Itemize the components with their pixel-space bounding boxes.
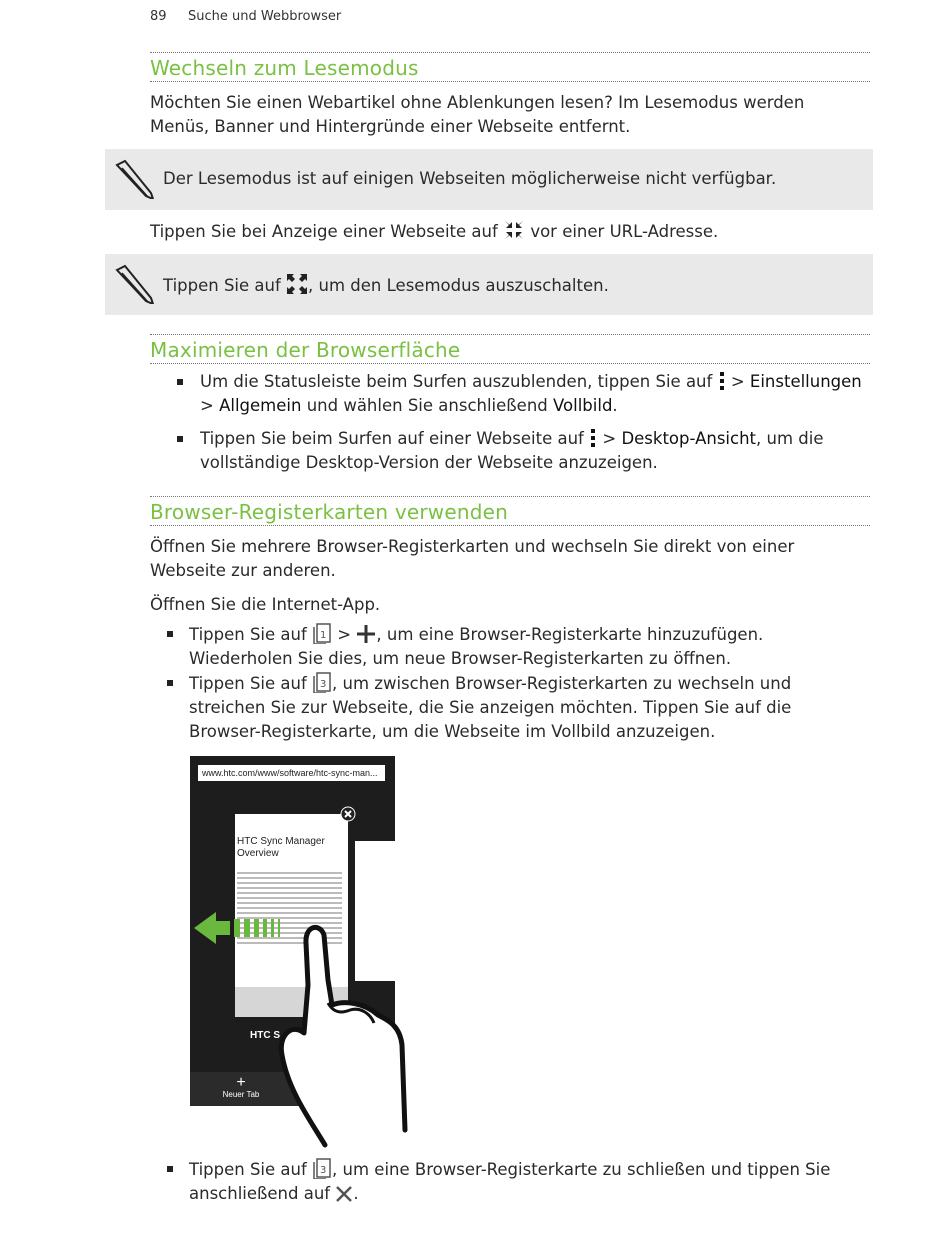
note-text-part: Tippen Sie auf	[163, 276, 281, 295]
note-box	[105, 254, 873, 315]
item-text: streichen Sie zur Webseite, die Sie anzeigen möchten. Tippen Sie auf die	[189, 698, 792, 717]
divider	[150, 81, 870, 82]
svg-text:3: 3	[320, 1165, 327, 1176]
item-text: vollständige Desktop-Version der Webseite anzuzeigen.	[200, 453, 658, 472]
section-title-register: Browser-Registerkarten verwenden	[150, 500, 508, 524]
reader-mode-icon	[503, 219, 525, 241]
chapter-title: Suche und Webbrowser	[188, 9, 342, 24]
item-text: >	[200, 396, 214, 415]
divider	[150, 334, 870, 335]
section-title-lesemodus: Wechseln zum Lesemodus	[150, 56, 419, 80]
item-text: , um eine Browser-Registerkarte zu schließen und tippen Sie	[332, 1160, 831, 1179]
note-text: Der Lesemodus ist auf einigen Webseiten möglicherweise nicht verfügbar.	[163, 169, 777, 188]
svg-text:3: 3	[320, 679, 327, 690]
open-app-step: Öffnen Sie die Internet-App.	[150, 595, 381, 614]
list-item	[200, 427, 870, 475]
pencil-icon	[113, 159, 155, 199]
item-text: Tippen Sie auf	[189, 1160, 307, 1179]
item-text: Um die Statusleiste beim Surfen auszublenden, tippen Sie auf	[200, 372, 713, 391]
item-text: .	[612, 396, 618, 415]
note-text	[163, 273, 609, 295]
divider	[150, 496, 870, 497]
hand-gesture-icon	[270, 915, 420, 1155]
bullet	[177, 379, 183, 385]
divider	[150, 525, 870, 526]
item-text: Tippen Sie auf	[189, 625, 307, 644]
list-item	[189, 622, 869, 671]
tabs-count-icon	[312, 1157, 332, 1179]
item-text: anschließend auf	[189, 1184, 331, 1203]
new-tab-label: Neuer Tab	[222, 1090, 260, 1099]
reader-mode-exit-icon	[286, 273, 308, 295]
list-item	[189, 671, 869, 744]
item-text: Tippen Sie beim Surfen auf einer Webseite auf	[200, 429, 584, 448]
bullet	[167, 1166, 173, 1172]
item-text: , um zwischen Browser-Registerkarten zu wechseln und	[332, 674, 792, 693]
list-item	[189, 1157, 869, 1206]
close-icon	[340, 806, 356, 822]
menu-setting-label: Desktop-Ansicht	[621, 429, 756, 448]
plus-icon	[356, 624, 376, 644]
plus-icon: +	[236, 1074, 246, 1091]
bullet	[177, 436, 183, 442]
step-text: Tippen Sie bei Anzeige einer Webseite auf	[150, 222, 498, 241]
tab-card-title: HTC Sync Manager Overview	[237, 836, 325, 859]
divider	[150, 52, 870, 53]
item-text: Tippen Sie auf	[189, 674, 307, 693]
list-item	[200, 370, 870, 418]
lesemodus-intro: Möchten Sie einen Webartikel ohne Ablenkungen lesen? Im Lesemodus werden Menüs, Banner und Hintergründe einer Webseite entfernt.	[150, 93, 805, 136]
section-title-maximieren: Maximieren der Browserfläche	[150, 338, 461, 362]
divider	[150, 363, 870, 364]
page-number: 89	[150, 9, 167, 24]
register-intro: Öffnen Sie mehrere Browser-Registerkarten und wechseln Sie direkt von einer Webseite zur anderen.	[150, 537, 795, 580]
url-bar: www.htc.com/www/software/htc-sync-man...	[198, 765, 385, 781]
item-text: und wählen Sie anschließend	[306, 396, 548, 415]
page-header	[150, 9, 341, 24]
tabs-count-icon	[312, 671, 332, 693]
item-text: >	[730, 372, 745, 391]
tabs-count-icon	[312, 622, 332, 644]
svg-text:1: 1	[320, 630, 327, 641]
tab-caption: HTC S	[250, 1030, 280, 1041]
menu-setting-label: Vollbild	[553, 396, 613, 415]
bullet	[167, 631, 173, 637]
menu-setting-label: Allgemein	[219, 396, 302, 415]
step-text: vor einer URL-Adresse.	[530, 222, 719, 241]
note-box	[105, 149, 873, 210]
reader-mode-step	[150, 219, 850, 244]
note-text-part: , um den Lesemodus auszuschalten.	[308, 276, 609, 295]
item-text: , um eine Browser-Registerkarte hinzuzufügen.	[376, 625, 764, 644]
more-vertical-icon	[589, 428, 597, 448]
item-text: >	[337, 625, 352, 644]
bullet	[167, 680, 173, 686]
item-text: Wiederholen Sie dies, um neue Browser-Registerkarten zu öffnen.	[189, 649, 732, 668]
item-text: .	[353, 1184, 359, 1203]
pencil-icon	[113, 264, 155, 304]
more-vertical-icon	[718, 371, 726, 391]
item-text: >	[602, 429, 617, 448]
item-text: , um die	[756, 429, 824, 448]
item-text: Browser-Registerkarte, um die Webseite im Vollbild anzuzeigen.	[189, 722, 716, 741]
new-tab-button[interactable]	[220, 1076, 262, 1099]
menu-setting-label: Einstellungen	[749, 372, 862, 391]
close-icon	[335, 1185, 353, 1203]
